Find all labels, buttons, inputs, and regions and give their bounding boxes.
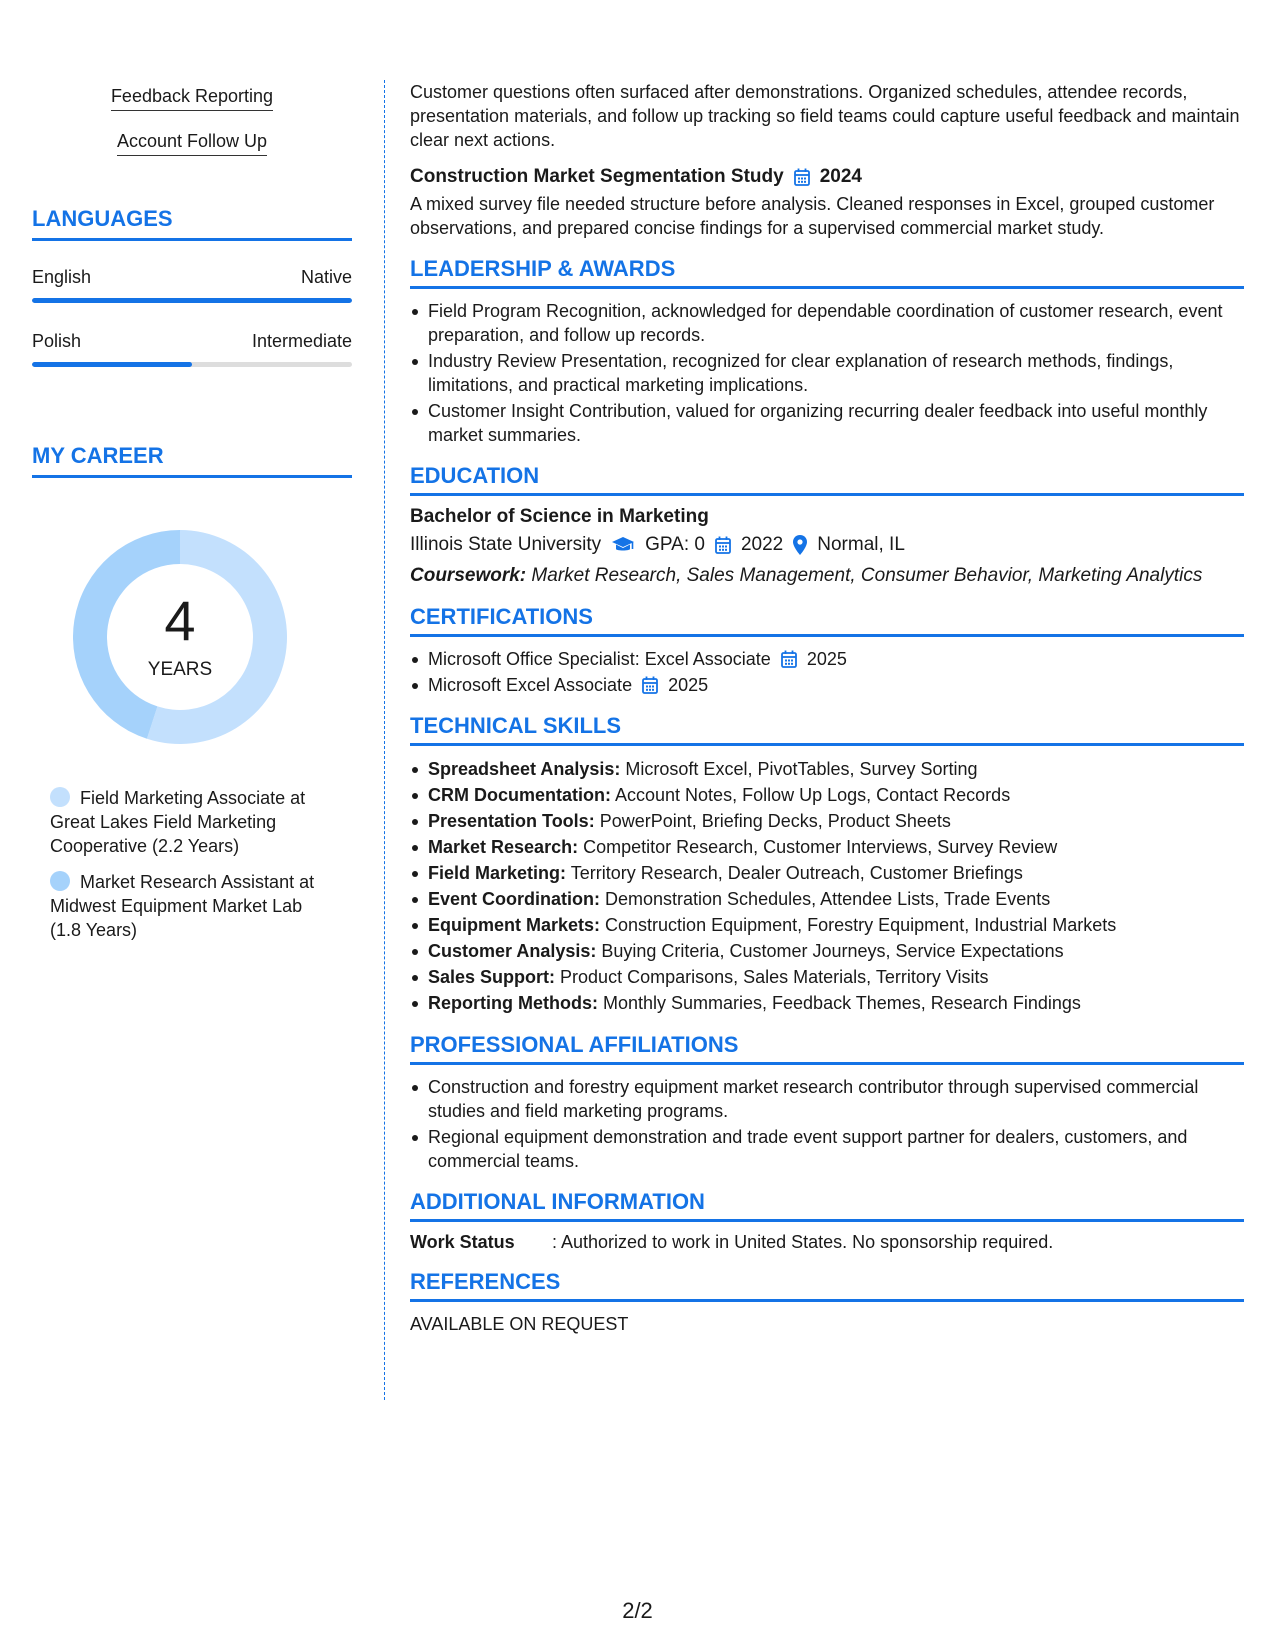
career-years-unit: YEARS (147, 659, 213, 680)
calendar-icon (781, 650, 797, 668)
calendar-icon (715, 536, 731, 554)
list-item (410, 756, 1244, 782)
career-donut-chart (67, 524, 293, 750)
list-item (410, 912, 1244, 938)
language-name: English (32, 267, 92, 287)
skill-category: Spreadsheet Analysis: (428, 759, 621, 779)
list-item (410, 834, 1244, 860)
language-bar (32, 298, 352, 303)
language-item (32, 267, 352, 303)
skill-tags (32, 86, 352, 156)
list-item (410, 938, 1244, 964)
calendar-icon (794, 168, 810, 186)
calendar-icon (642, 676, 658, 694)
education-heading: EDUCATION (410, 463, 1244, 496)
certification-year: 2025 (806, 649, 847, 669)
skill-category: Sales Support: (428, 967, 556, 987)
language-level: Native (300, 267, 352, 287)
skill-category: Field Marketing: (428, 863, 567, 883)
coursework-label: Coursework: (410, 565, 527, 586)
affiliations-heading: PROFESSIONAL AFFILIATIONS (410, 1032, 1244, 1065)
language-item (32, 331, 352, 367)
leadership-list (410, 299, 1244, 447)
main-column (410, 80, 1244, 1336)
degree-title: Bachelor of Science in Marketing (410, 506, 709, 527)
skill-category: CRM Documentation: (428, 785, 611, 805)
skill-values: Demonstration Schedules, Attendee Lists, Trade Events (600, 889, 1051, 909)
languages-heading: LANGUAGES (32, 206, 352, 241)
skill-values: Buying Criteria, Customer Journeys, Service Expectations (596, 941, 1064, 961)
skill-category: Customer Analysis: (428, 941, 597, 961)
skills-list (410, 756, 1244, 1016)
skill-values: Product Comparisons, Sales Materials, Territory Visits (555, 967, 989, 987)
gpa: GPA: 0 (645, 534, 705, 555)
skill-category: Equipment Markets: (428, 915, 601, 935)
experience-description: Customer questions often surfaced after demonstrations. Organized schedules, attendee records, presentation materials, and follow up tracking so field teams could capture useful feedback and maintain clear next actions. (410, 82, 1240, 150)
career-legend-label: Market Research Assistant at Midwest Equipment Market Lab (1.8 Years) (50, 872, 315, 940)
skill-values: Account Notes, Follow Up Logs, Contact Records (611, 785, 1011, 805)
page-number: 2/2 (622, 1598, 653, 1623)
career-legend-label: Field Marketing Associate at Great Lakes Field Marketing Cooperative (2.2 Years) (50, 788, 306, 856)
certifications-heading: CERTIFICATIONS (410, 604, 1244, 637)
leadership-heading: LEADERSHIP & AWARDS (410, 256, 1244, 289)
career-legend-item (50, 870, 335, 942)
list-item (410, 990, 1244, 1016)
skill-tag: Account Follow Up (117, 131, 267, 156)
certification-name: Microsoft Office Specialist: Excel Associate (428, 649, 771, 669)
language-bar-fill (32, 362, 192, 367)
skill-category: Presentation Tools: (428, 811, 595, 831)
graduation-cap-icon (611, 536, 635, 554)
list-item (410, 886, 1244, 912)
project-description: A mixed survey file needed structure before analysis. Cleaned responses in Excel, grouped customer observations, and prepared concise findings for a supervised commercial market study. (410, 194, 1215, 238)
coursework-list: Market Research, Sales Management, Consumer Behavior, Marketing Analytics (526, 565, 1203, 586)
skill-values: Construction Equipment, Forestry Equipment, Industrial Markets (600, 915, 1117, 935)
project-title: Construction Market Segmentation Study (410, 166, 784, 187)
skill-tag: Feedback Reporting (111, 86, 273, 111)
career-legend-item (50, 786, 335, 858)
legend-dot (50, 871, 70, 891)
career-total-years: 4 (164, 589, 196, 652)
graduation-year: 2022 (740, 534, 784, 555)
certifications-list (410, 647, 1244, 697)
sidebar (32, 80, 352, 954)
career-legend (50, 786, 335, 942)
list-item (410, 964, 1244, 990)
skill-category: Market Research: (428, 837, 579, 857)
skill-values: Monthly Summaries, Feedback Themes, Research Findings (597, 993, 1081, 1013)
skill-category: Event Coordination: (428, 889, 600, 909)
map-pin-icon (793, 535, 807, 555)
additional-info-heading: ADDITIONAL INFORMATION (410, 1189, 1244, 1222)
list-item: Industry Review Presentation, recognized for clear explanation of research methods, findings, limitations, and practical marketing implications. (410, 349, 1244, 397)
language-name: Polish (32, 331, 82, 351)
career-heading: MY CAREER (32, 443, 352, 478)
education-details (410, 534, 1244, 556)
list-item: Construction and forestry equipment market research contributor through supervised commercial studies and field marketing programs. (410, 1075, 1244, 1123)
language-bar-fill (32, 298, 352, 303)
references-text: AVAILABLE ON REQUEST (410, 1314, 629, 1334)
school-name: Illinois State University (410, 534, 602, 555)
legend-dot (50, 787, 70, 807)
skill-values: PowerPoint, Briefing Decks, Product Sheets (594, 811, 951, 831)
list-item: Customer Insight Contribution, valued for organizing recurring dealer feedback into useful monthly market summaries. (410, 399, 1244, 447)
list-item (410, 647, 1244, 671)
work-status-row (410, 1232, 1244, 1253)
references-heading: REFERENCES (410, 1269, 1244, 1302)
coursework (410, 564, 1244, 588)
list-item (410, 782, 1244, 808)
skills-heading: TECHNICAL SKILLS (410, 713, 1244, 746)
list-item (410, 808, 1244, 834)
project-year: 2024 (819, 166, 862, 187)
skill-category: Reporting Methods: (428, 993, 598, 1013)
certification-year: 2025 (668, 675, 709, 695)
list-item: Regional equipment demonstration and trade event support partner for dealers, customers, and commercial teams. (410, 1125, 1244, 1173)
list-item (410, 860, 1244, 886)
location: Normal, IL (817, 534, 905, 555)
skill-values: Microsoft Excel, PivotTables, Survey Sorting (620, 759, 978, 779)
language-level: Intermediate (251, 331, 352, 351)
project-title-row (410, 166, 1244, 188)
skill-values: Territory Research, Dealer Outreach, Customer Briefings (566, 863, 1023, 883)
certification-name: Microsoft Excel Associate (428, 675, 633, 695)
work-status-value: : Authorized to work in United States. No sponsorship required. (552, 1232, 1054, 1252)
column-divider (384, 80, 385, 1400)
language-bar (32, 362, 352, 367)
list-item: Field Program Recognition, acknowledged for dependable coordination of customer research, event preparation, and follow up records. (410, 299, 1244, 347)
skill-values: Competitor Research, Customer Interviews, Survey Review (578, 837, 1058, 857)
work-status-label: Work Status (410, 1232, 515, 1252)
list-item (410, 673, 1244, 697)
affiliations-list (410, 1075, 1244, 1173)
